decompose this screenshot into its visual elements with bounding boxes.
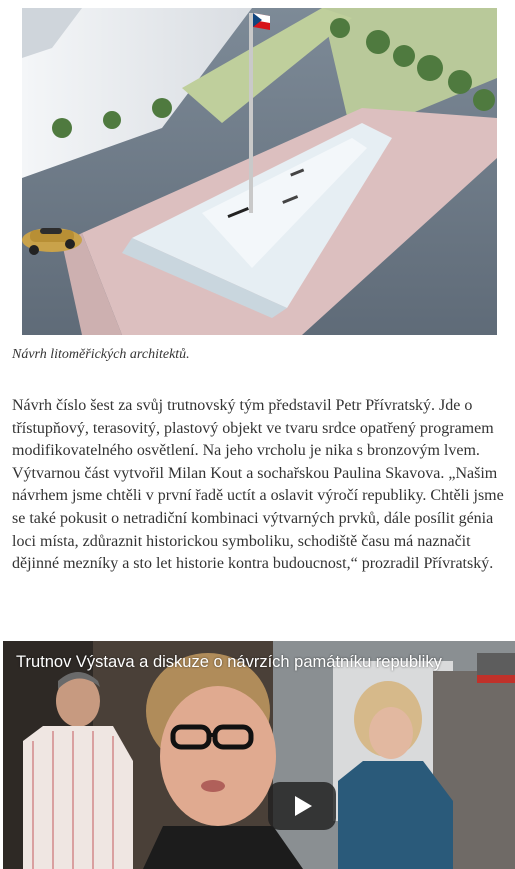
- video-thumbnail: [3, 641, 515, 869]
- play-button[interactable]: [268, 782, 336, 830]
- play-icon: [295, 796, 312, 816]
- video-title[interactable]: Trutnov Výstava a diskuze o návrzích památníku republiky: [16, 653, 442, 671]
- article-paragraph: Návrh číslo šest za svůj trutnovský tým představil Petr Přívratský. Jde o třístupňový, terasovitý, plastový objekt ve tvaru srdce opatřený programem modifikovatelného osvětlení. Na jeho vrcholu je nika s bronzovým lvem. Výtvarnou část vytvořil Milan Kout a sochařskou Paulina Skavova. „Našim návrhem jsme chtěli v první řadě uctít a oslavit výročí republiky. Chtěli jsme se také pokusit o netradiční kombinaci výtvarných prvků, dále posílit génia loci místa, zdůraznit historickou symboliku, schodiště času má naznačit dějinné mezníky a sto let historie kontra budoucnost,“ prozradil Přívratský.: [12, 397, 504, 573]
- image-caption: Návrh litoměřických architektů.: [12, 347, 190, 362]
- video-player[interactable]: [3, 641, 515, 869]
- memorial-design-image: [22, 8, 497, 335]
